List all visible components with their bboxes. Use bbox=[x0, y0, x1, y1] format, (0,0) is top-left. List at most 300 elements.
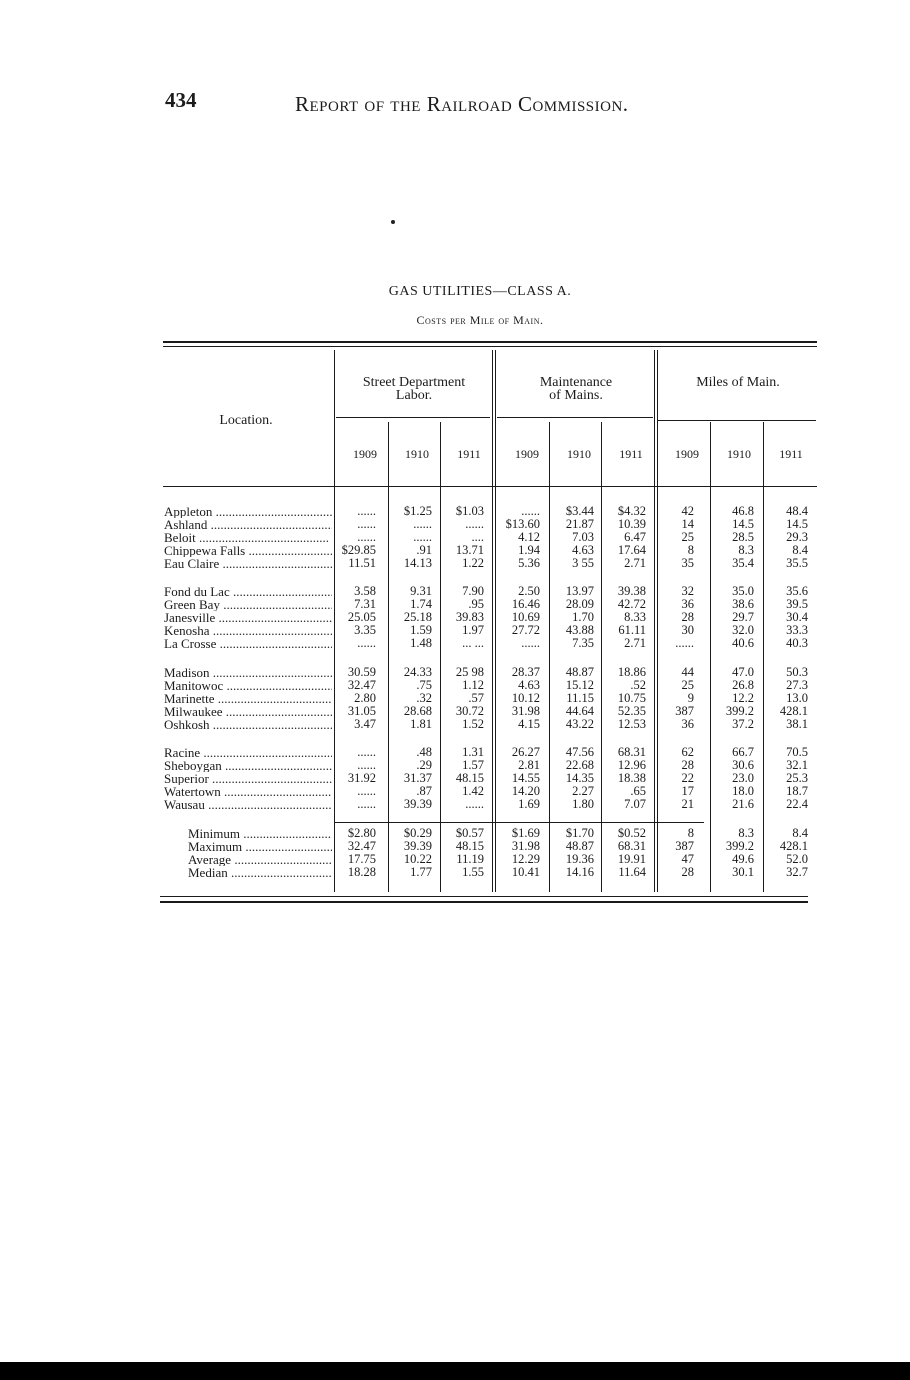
row-value: 35.0 bbox=[732, 584, 754, 598]
row-value: .87 bbox=[416, 784, 432, 798]
row-location: Superior ..... bbox=[164, 772, 332, 785]
summary-value: 39.39 bbox=[403, 839, 432, 853]
summary-label: Maximum ..... bbox=[188, 840, 332, 853]
row-value: 12.2 bbox=[732, 691, 754, 705]
year-header-maint-1911: 1911 bbox=[619, 447, 643, 461]
table-row bbox=[160, 705, 820, 718]
row-value: 13.0 bbox=[786, 691, 808, 705]
row-value: 70.5 bbox=[786, 745, 808, 759]
row-value: 3 55 bbox=[572, 556, 594, 570]
row-value: 40.3 bbox=[786, 636, 808, 650]
table-row bbox=[160, 798, 820, 811]
row-value: .91 bbox=[416, 543, 432, 557]
row-value: 32.0 bbox=[732, 623, 754, 637]
row-value: 48.15 bbox=[455, 771, 484, 785]
row-value: 17 bbox=[681, 784, 694, 798]
row-value: 387 bbox=[675, 704, 694, 718]
year-header-labor-1910: 1910 bbox=[405, 447, 429, 461]
summary-value: 8.4 bbox=[792, 826, 808, 840]
row-value: 1.59 bbox=[410, 623, 432, 637]
row-value: 47.0 bbox=[732, 665, 754, 679]
row-value: 26.27 bbox=[511, 745, 540, 759]
row-value: 14.20 bbox=[511, 784, 540, 798]
summary-value: 8 bbox=[687, 826, 694, 840]
year-header-labor-1909: 1909 bbox=[353, 447, 377, 461]
row-value: ...... bbox=[357, 784, 376, 798]
row-value: 43.88 bbox=[565, 623, 594, 637]
row-value: 1.48 bbox=[410, 636, 432, 650]
group-header-miles bbox=[658, 376, 818, 389]
row-value: 28.68 bbox=[403, 704, 432, 718]
row-value: 31.05 bbox=[347, 704, 376, 718]
row-value: ...... bbox=[357, 530, 376, 544]
row-value: 29.7 bbox=[732, 610, 754, 624]
row-value: 1.42 bbox=[462, 784, 484, 798]
row-value: ...... bbox=[465, 517, 484, 531]
row-value: 13.71 bbox=[455, 543, 484, 557]
row-value: 18.0 bbox=[732, 784, 754, 798]
row-value: 3.35 bbox=[354, 623, 376, 637]
table-row bbox=[160, 531, 820, 544]
row-value: 2.71 bbox=[624, 556, 646, 570]
summary-value: 1.77 bbox=[410, 865, 432, 879]
summary-value: 47 bbox=[681, 852, 694, 866]
row-value: $1.03 bbox=[455, 504, 484, 518]
top-rule-thin bbox=[163, 346, 817, 347]
row-value: 43.22 bbox=[565, 717, 594, 731]
row-location: Sheboygan ..... bbox=[164, 759, 332, 772]
summary-value: 32.47 bbox=[347, 839, 376, 853]
row-value: 1.70 bbox=[572, 610, 594, 624]
row-value: 1.97 bbox=[462, 623, 484, 637]
row-value: 33.3 bbox=[786, 623, 808, 637]
group-header-miles-line1: Miles of Main. bbox=[696, 375, 780, 390]
row-value: 4.63 bbox=[572, 543, 594, 557]
row-value: 8.4 bbox=[792, 543, 808, 557]
row-value: 10.69 bbox=[511, 610, 540, 624]
row-value: 14.5 bbox=[732, 517, 754, 531]
row-value: 30.6 bbox=[732, 758, 754, 772]
row-value: 14.13 bbox=[403, 556, 432, 570]
row-value: 46.8 bbox=[732, 504, 754, 518]
row-value: 5.36 bbox=[518, 556, 540, 570]
row-value: ...... bbox=[521, 504, 540, 518]
row-value: 22 bbox=[681, 771, 694, 785]
row-location: Fond du Lac ..... bbox=[164, 585, 332, 598]
row-value: 32.47 bbox=[347, 678, 376, 692]
row-location: Watertown ..... bbox=[164, 785, 332, 798]
row-value: 28 bbox=[681, 758, 694, 772]
row-location: Green Bay ..... bbox=[164, 598, 332, 611]
row-location: Beloit ..... bbox=[164, 531, 332, 544]
row-value: ...... bbox=[357, 504, 376, 518]
summary-value: 52.0 bbox=[786, 852, 808, 866]
row-location: Oshkosh ..... bbox=[164, 718, 332, 731]
row-location: Racine ..... bbox=[164, 746, 332, 759]
row-value: 4.15 bbox=[518, 717, 540, 731]
row-value: $13.60 bbox=[505, 517, 540, 531]
row-value: .57 bbox=[468, 691, 484, 705]
row-value: 24.33 bbox=[403, 665, 432, 679]
row-value: 31.92 bbox=[347, 771, 376, 785]
row-value: 27.3 bbox=[786, 678, 808, 692]
bottom-rule-thick bbox=[160, 901, 808, 903]
summary-value: $0.52 bbox=[617, 826, 646, 840]
row-value: 39.39 bbox=[403, 797, 432, 811]
summary-value: 10.41 bbox=[511, 865, 540, 879]
row-value: .75 bbox=[416, 678, 432, 692]
table-row bbox=[160, 518, 820, 531]
row-value: 25.3 bbox=[786, 771, 808, 785]
table-row bbox=[160, 624, 820, 637]
row-value: ...... bbox=[465, 797, 484, 811]
table-row bbox=[160, 666, 820, 679]
group-header-labor bbox=[336, 376, 492, 402]
table-row bbox=[160, 505, 820, 518]
row-location: Ashland ..... bbox=[164, 518, 332, 531]
row-location: Milwaukee ..... bbox=[164, 705, 332, 718]
row-location: Janesville ..... bbox=[164, 611, 332, 624]
row-value: 30.4 bbox=[786, 610, 808, 624]
row-value: 428.1 bbox=[779, 704, 808, 718]
group-header-maintenance-line2: of Mains. bbox=[549, 388, 603, 403]
row-value: 7.90 bbox=[462, 584, 484, 598]
year-header-maint-1909: 1909 bbox=[515, 447, 539, 461]
running-head-text: Report of the Railroad Commission. bbox=[295, 92, 629, 116]
year-header-maint-1910: 1910 bbox=[567, 447, 591, 461]
row-value: 21.87 bbox=[565, 517, 594, 531]
row-value: 38.6 bbox=[732, 597, 754, 611]
col-rule bbox=[710, 422, 711, 892]
row-value: 32.1 bbox=[786, 758, 808, 772]
table-row bbox=[160, 598, 820, 611]
row-location: Kenosha ..... bbox=[164, 624, 332, 637]
row-value: 8.33 bbox=[624, 610, 646, 624]
row-value: 1.80 bbox=[572, 797, 594, 811]
row-value: 1.52 bbox=[462, 717, 484, 731]
row-value: 12.96 bbox=[617, 758, 646, 772]
row-value: ...... bbox=[357, 745, 376, 759]
row-location: Wausau ..... bbox=[164, 798, 332, 811]
row-value: 22.4 bbox=[786, 797, 808, 811]
row-value: 1.22 bbox=[462, 556, 484, 570]
summary-value: 11.19 bbox=[456, 852, 484, 866]
table-row bbox=[160, 746, 820, 759]
row-value: 35.5 bbox=[786, 556, 808, 570]
row-value: 2.80 bbox=[354, 691, 376, 705]
col-rule bbox=[763, 422, 764, 892]
row-value: 52.35 bbox=[617, 704, 646, 718]
year-header-miles-1909: 1909 bbox=[675, 447, 699, 461]
summary-value: 48.87 bbox=[565, 839, 594, 853]
summary-value: 12.29 bbox=[511, 852, 540, 866]
row-value: ...... bbox=[357, 636, 376, 650]
row-value: 1.57 bbox=[462, 758, 484, 772]
row-value: 13.97 bbox=[565, 584, 594, 598]
row-value: 3.58 bbox=[354, 584, 376, 598]
row-value: ...... bbox=[413, 530, 432, 544]
row-location: La Crosse ..... bbox=[164, 637, 332, 650]
row-value: 68.31 bbox=[617, 745, 646, 759]
row-value: 2.27 bbox=[572, 784, 594, 798]
row-value: $3.44 bbox=[565, 504, 594, 518]
row-location: Madison ..... bbox=[164, 666, 332, 679]
row-value: 35 bbox=[681, 556, 694, 570]
row-value: 30.59 bbox=[347, 665, 376, 679]
row-value: .52 bbox=[630, 678, 646, 692]
table-row bbox=[160, 557, 820, 570]
summary-value: 14.16 bbox=[565, 865, 594, 879]
year-header-miles-1911: 1911 bbox=[779, 447, 803, 461]
row-value: 29.3 bbox=[786, 530, 808, 544]
row-value: 36 bbox=[681, 717, 694, 731]
row-value: 14 bbox=[681, 517, 694, 531]
row-value: .29 bbox=[416, 758, 432, 772]
summary-value: 19.91 bbox=[617, 852, 646, 866]
table-row bbox=[160, 611, 820, 624]
table-row bbox=[160, 785, 820, 798]
row-value: 35.6 bbox=[786, 584, 808, 598]
page-number: 434 bbox=[165, 88, 197, 112]
row-value: 8 bbox=[687, 543, 694, 557]
summary-label: Average ..... bbox=[188, 853, 332, 866]
running-head bbox=[295, 92, 629, 117]
row-value: 7.35 bbox=[572, 636, 594, 650]
bottom-rule-thin bbox=[160, 896, 808, 897]
row-value: 4.12 bbox=[518, 530, 540, 544]
row-value: 25 98 bbox=[455, 665, 484, 679]
row-value: 21 bbox=[681, 797, 694, 811]
row-value: 35.4 bbox=[732, 556, 754, 570]
summary-row bbox=[160, 827, 820, 840]
row-value: 25.18 bbox=[403, 610, 432, 624]
row-value: 39.5 bbox=[786, 597, 808, 611]
table-row bbox=[160, 759, 820, 772]
row-value: 30.72 bbox=[455, 704, 484, 718]
row-value: 1.94 bbox=[518, 543, 540, 557]
location-header: Location. bbox=[219, 413, 273, 428]
row-value: .32 bbox=[416, 691, 432, 705]
row-value: 47.56 bbox=[565, 745, 594, 759]
row-value: 44 bbox=[681, 665, 694, 679]
year-header-labor-1911: 1911 bbox=[457, 447, 481, 461]
summary-value: 8.3 bbox=[738, 826, 754, 840]
row-value: 28.09 bbox=[565, 597, 594, 611]
table-row bbox=[160, 718, 820, 731]
row-value: 10.12 bbox=[511, 691, 540, 705]
table-title: GAS UTILITIES—CLASS A. bbox=[388, 284, 572, 299]
row-value: .... bbox=[471, 530, 484, 544]
row-location: Chippewa Falls ..... bbox=[164, 544, 332, 557]
row-value: 14.55 bbox=[511, 771, 540, 785]
summary-value: 68.31 bbox=[617, 839, 646, 853]
row-value: ...... bbox=[357, 797, 376, 811]
row-value: 37.2 bbox=[732, 717, 754, 731]
row-value: ...... bbox=[675, 636, 694, 650]
row-value: 14.35 bbox=[565, 771, 594, 785]
row-value: 31.98 bbox=[511, 704, 540, 718]
summary-value: $1.69 bbox=[511, 826, 540, 840]
table-subtitle: Costs per Mile of Main. bbox=[416, 313, 544, 327]
row-value: 36 bbox=[681, 597, 694, 611]
row-value: 15.12 bbox=[565, 678, 594, 692]
summary-label: Minimum ..... bbox=[188, 827, 332, 840]
group-header-labor-line2: Labor. bbox=[395, 388, 433, 403]
row-value: 9.31 bbox=[410, 584, 432, 598]
row-value: 28.5 bbox=[732, 530, 754, 544]
scan-edge bbox=[0, 1362, 910, 1380]
row-value: 10.75 bbox=[617, 691, 646, 705]
top-rule-thick bbox=[163, 341, 817, 343]
summary-value: 10.22 bbox=[403, 852, 432, 866]
row-location: Eau Claire ..... bbox=[164, 557, 332, 570]
summary-row bbox=[160, 840, 820, 853]
row-value: 22.68 bbox=[565, 758, 594, 772]
row-value: 18.86 bbox=[617, 665, 646, 679]
row-value: ... ... bbox=[462, 636, 484, 650]
table-row bbox=[160, 772, 820, 785]
summary-value: 48.15 bbox=[455, 839, 484, 853]
row-value: 1.12 bbox=[462, 678, 484, 692]
row-value: 18.38 bbox=[617, 771, 646, 785]
row-value: 26.8 bbox=[732, 678, 754, 692]
row-value: 10.39 bbox=[617, 517, 646, 531]
group-underline-maintenance bbox=[497, 417, 653, 418]
group-underline-miles bbox=[658, 420, 816, 421]
row-value: 48.87 bbox=[565, 665, 594, 679]
summary-value: 17.75 bbox=[347, 852, 376, 866]
row-value: 39.83 bbox=[455, 610, 484, 624]
year-header-miles-1910: 1910 bbox=[727, 447, 751, 461]
table-row bbox=[160, 637, 820, 650]
summary-value: 19.36 bbox=[565, 852, 594, 866]
summary-row bbox=[160, 866, 820, 879]
summary-value: 49.6 bbox=[732, 852, 754, 866]
row-value: 28.37 bbox=[511, 665, 540, 679]
row-value: $1.25 bbox=[403, 504, 432, 518]
row-value: 27.72 bbox=[511, 623, 540, 637]
summary-value: 32.7 bbox=[786, 865, 808, 879]
row-value: 31.37 bbox=[403, 771, 432, 785]
row-value: ...... bbox=[357, 517, 376, 531]
row-value: .95 bbox=[468, 597, 484, 611]
row-location: Manitowoc ..... bbox=[164, 679, 332, 692]
table-row bbox=[160, 679, 820, 692]
summary-value: 1.55 bbox=[462, 865, 484, 879]
row-value: 7.07 bbox=[624, 797, 646, 811]
summary-value: 387 bbox=[675, 839, 694, 853]
summary-value: $0.29 bbox=[403, 826, 432, 840]
row-value: 44.64 bbox=[565, 704, 594, 718]
summary-value: 11.64 bbox=[618, 865, 646, 879]
row-value: 1.81 bbox=[410, 717, 432, 731]
row-value: 2.81 bbox=[518, 758, 540, 772]
row-value: ...... bbox=[357, 758, 376, 772]
row-value: 2.71 bbox=[624, 636, 646, 650]
row-value: 21.6 bbox=[732, 797, 754, 811]
row-value: 42 bbox=[681, 504, 694, 518]
group-header-maintenance-line1: Maintenance bbox=[539, 375, 613, 390]
summary-value: $2.80 bbox=[347, 826, 376, 840]
row-value: 1.69 bbox=[518, 797, 540, 811]
row-value: .48 bbox=[416, 745, 432, 759]
stray-mark bbox=[391, 220, 395, 224]
row-value: 32 bbox=[681, 584, 694, 598]
summary-value: 31.98 bbox=[511, 839, 540, 853]
summary-value: $1.70 bbox=[565, 826, 594, 840]
row-value: 7.03 bbox=[572, 530, 594, 544]
row-value: 39.38 bbox=[617, 584, 646, 598]
group-underline-labor bbox=[336, 417, 490, 418]
row-value: 11.15 bbox=[566, 691, 594, 705]
table-row bbox=[160, 692, 820, 705]
group-header-maintenance bbox=[497, 376, 655, 402]
table-row bbox=[160, 544, 820, 557]
row-value: 16.46 bbox=[511, 597, 540, 611]
row-value: 3.47 bbox=[354, 717, 376, 731]
row-value: 61.11 bbox=[618, 623, 646, 637]
row-value: 9 bbox=[687, 691, 694, 705]
summary-value: 18.28 bbox=[347, 865, 376, 879]
row-value: 6.47 bbox=[624, 530, 646, 544]
row-value: 42.72 bbox=[617, 597, 646, 611]
row-value: 50.3 bbox=[786, 665, 808, 679]
summary-value: 28 bbox=[681, 865, 694, 879]
row-value: 66.7 bbox=[732, 745, 754, 759]
row-value: 28 bbox=[681, 610, 694, 624]
summary-value: 399.2 bbox=[725, 839, 754, 853]
row-value: 40.6 bbox=[732, 636, 754, 650]
summary-row bbox=[160, 853, 820, 866]
header-rule bbox=[163, 486, 817, 487]
row-value: 25.05 bbox=[347, 610, 376, 624]
row-value: 11.51 bbox=[348, 556, 376, 570]
row-value: 30 bbox=[681, 623, 694, 637]
row-value: 62 bbox=[681, 745, 694, 759]
row-value: 7.31 bbox=[354, 597, 376, 611]
row-value: 1.31 bbox=[462, 745, 484, 759]
row-value: 17.64 bbox=[617, 543, 646, 557]
row-value: 25 bbox=[681, 678, 694, 692]
row-value: ...... bbox=[521, 636, 540, 650]
row-value: 4.63 bbox=[518, 678, 540, 692]
row-value: 2.50 bbox=[518, 584, 540, 598]
row-value: 12.53 bbox=[617, 717, 646, 731]
row-value: 25 bbox=[681, 530, 694, 544]
row-value: 18.7 bbox=[786, 784, 808, 798]
row-value: .65 bbox=[630, 784, 646, 798]
row-location: Marinette ..... bbox=[164, 692, 332, 705]
row-value: $29.85 bbox=[341, 543, 376, 557]
group-header-labor-line1: Street Department bbox=[362, 375, 466, 390]
row-value: $4.32 bbox=[617, 504, 646, 518]
row-value: 23.0 bbox=[732, 771, 754, 785]
row-value: 14.5 bbox=[786, 517, 808, 531]
table-row bbox=[160, 585, 820, 598]
summary-value: $0.57 bbox=[455, 826, 484, 840]
row-value: 48.4 bbox=[786, 504, 808, 518]
row-location: Appleton ..... bbox=[164, 505, 332, 518]
summary-value: 428.1 bbox=[779, 839, 808, 853]
row-value: 38.1 bbox=[786, 717, 808, 731]
row-value: 1.74 bbox=[410, 597, 432, 611]
row-value: 399.2 bbox=[725, 704, 754, 718]
summary-label: Median ..... bbox=[188, 866, 332, 879]
row-value: 8.3 bbox=[738, 543, 754, 557]
summary-value: 30.1 bbox=[732, 865, 754, 879]
summary-rule bbox=[334, 822, 704, 823]
row-value: ...... bbox=[413, 517, 432, 531]
